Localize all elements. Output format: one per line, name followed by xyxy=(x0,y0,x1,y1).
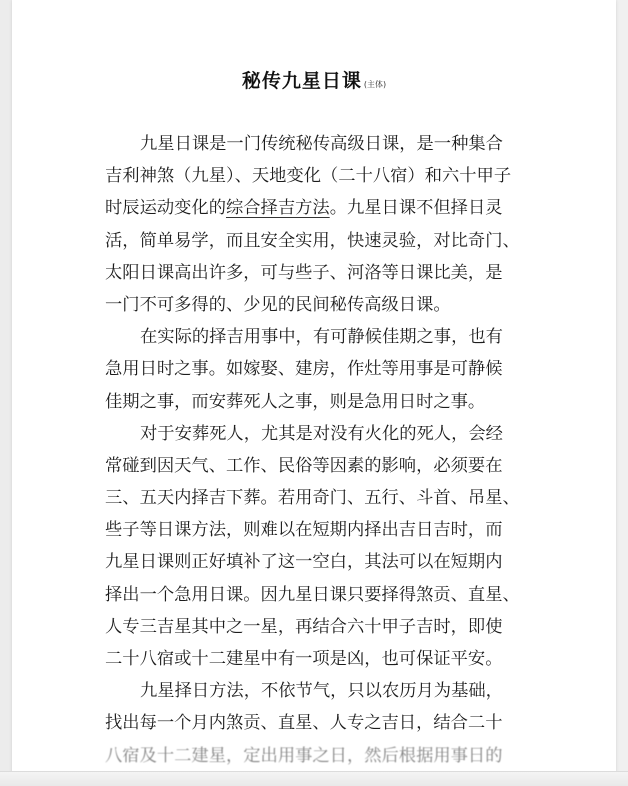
text-line: 急用日时之事。如嫁娶、建房，作灶等用事是可静候 xyxy=(105,359,503,380)
text-line: 找出每一个月内煞贡、直星、人专之吉日，结合二十 xyxy=(105,713,503,734)
text-line: 九星择日方法，不依节气，只以农历月为基础， xyxy=(140,681,503,702)
text-line: 常碰到因天气、工作、民俗等因素的影响，必须要在 xyxy=(105,455,503,476)
text-line: 吉利神煞（九星）、天地变化（二十八宿）和六十甲子 xyxy=(105,166,512,187)
left-margin xyxy=(0,0,12,786)
text-line: 些子等日课方法，则难以在短期内择出吉日吉时，而 xyxy=(105,520,503,541)
text-line: 活，简单易学，而且安全实用，快速灵验，对比奇门、 xyxy=(105,230,520,251)
text-line: 二十八宿或十二建星中有一项是凶，也可保证平安。 xyxy=(105,649,503,669)
text-segment: 。九星日课不但择日灵 xyxy=(329,198,503,219)
text-line: 在实际的择吉用事中，有可静候佳期之事，也有 xyxy=(140,327,503,348)
right-margin xyxy=(616,0,628,786)
text-line: 三、五天内择吉下葬。若用奇门、五行、斗首、吊星、 xyxy=(105,488,520,509)
document-page xyxy=(12,0,616,786)
text-line: 择出一个急用日课。因九星日课只要择得煞贡、直星、 xyxy=(105,584,520,605)
underlined-term: 综合择吉方法 xyxy=(225,198,330,219)
text-line: 一门不可多得的、少见的民间秘传高级日课。 xyxy=(105,294,451,315)
document-body xyxy=(105,128,567,772)
bottom-scroll-edge xyxy=(0,771,628,786)
text-line: 九星日课是一门传统秘传高级日课，是一种集合 xyxy=(140,134,503,154)
text-line-partial: 八宿及十二建星，定出用事之日，然后根据用事日的 xyxy=(105,745,503,766)
text-line: 人专三吉星其中之一星，再结合六十甲子吉时，即使 xyxy=(105,616,503,637)
title-row xyxy=(12,66,616,93)
text-line xyxy=(105,192,567,224)
text-line: 对于安葬死人，尤其是对没有火化的死人，会经 xyxy=(140,423,503,444)
text-line: 佳期之事，而安葬死人之事，则是急用日时之事。 xyxy=(105,391,486,412)
text-line: 太阳日课高出许多，可与些子、河洛等日课比美，是 xyxy=(105,262,503,283)
text-segment: 时辰运动变化的 xyxy=(105,198,226,219)
text-line: 九星日课则正好填补了这一空白，其法可以在短期内 xyxy=(105,552,503,573)
document-title: 秘传九星日课 xyxy=(241,70,362,92)
title-note: (主体) xyxy=(363,80,387,89)
